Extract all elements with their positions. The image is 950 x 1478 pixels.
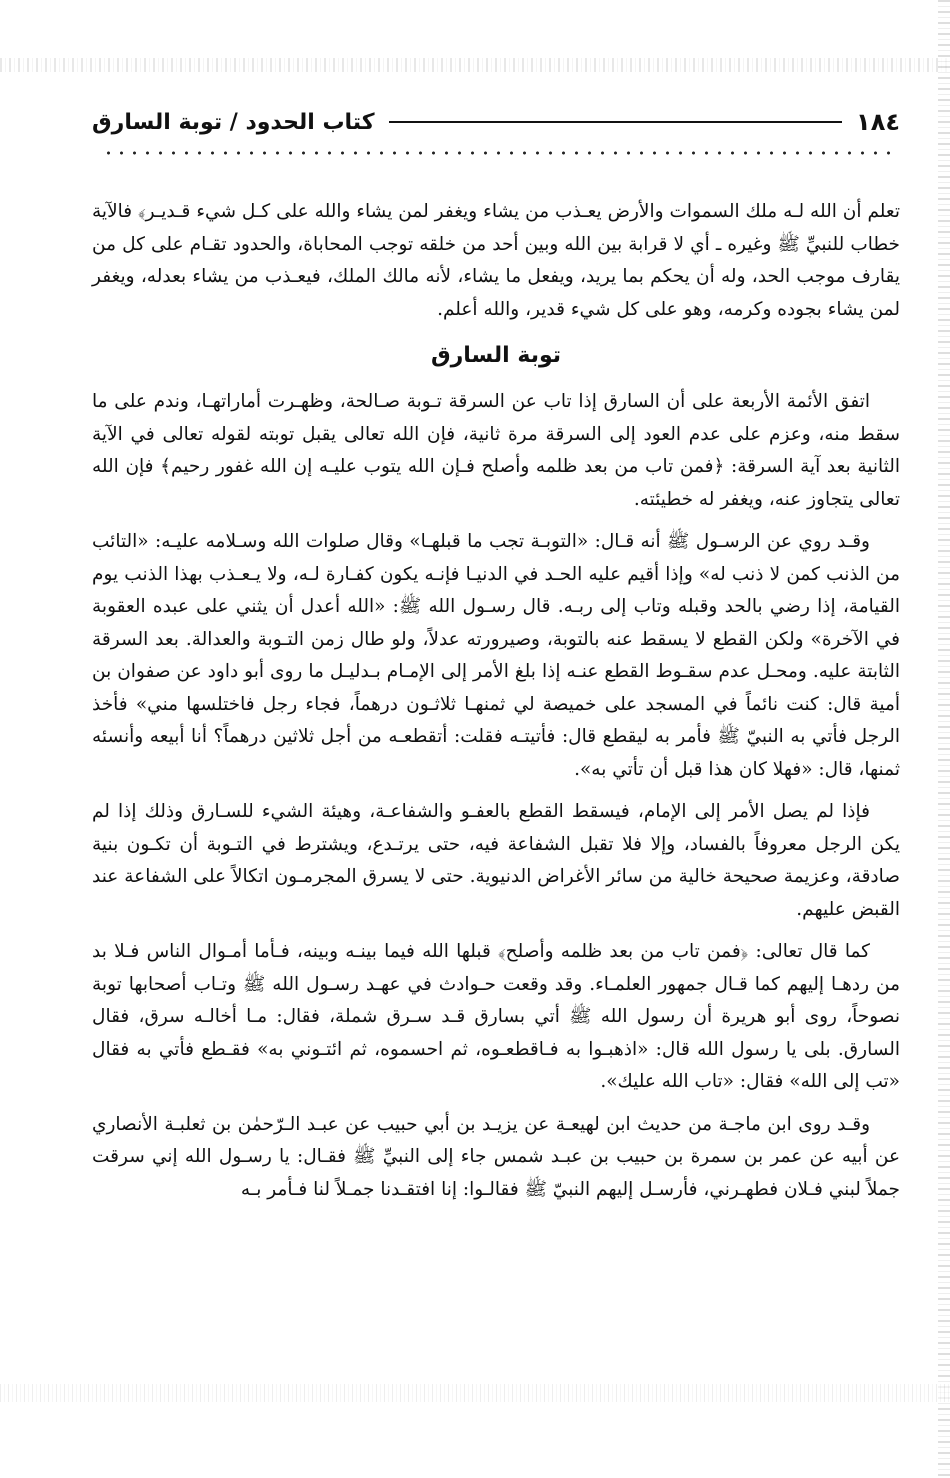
paragraph-2: اتفق الأئمة الأربعة على أن السارق إذا تاب عن السرقة تـوبة صـالحة، وظهـرت أماراتهـا، وندم على ما سقط منه، وعزم على عدم العود إلى السرقة مرة ثانية، فإن الله تعالى يقبل توبته لقوله تعالى في الآية الثانية بعد آية السرقة: ﴿فمن تاب من بعد ظلمه وأصلح فـإن الله يتوب عليـه إن الله غفور رحيم﴾ فإن الله تعالى يتجاوز عنه، ويغفر له خطيئته. (92, 391, 900, 510)
scan-noise-right-edge (938, 0, 950, 1478)
dotted-separator (102, 148, 898, 158)
scan-noise-top (0, 58, 950, 72)
paragraph-6: وقـد روى ابن ماجـة من حديث ابن لهيعـة عن يزيـد بن أبي حبيب عن عبـد الـرّحمٰن بن ثعلبـة الأنصاري عن أبيه عن عمر بن سمرة بن حبيب بن عبـد شمس جاء إلى النبيِّ ﷺ فقـال: يا رسـول الله إني سرقت جملاً لبني فـلان فطهـرني، فأرسـل إليهم النبيّ ﷺ فقالـوا: إنا افتقـدنا جمـلاً لنا فـأمر بـه (92, 1113, 900, 1200)
page-header (92, 100, 900, 144)
page-number: ١٨٤ (856, 108, 900, 136)
paragraph-1: تعلم أن الله لـه ملك السموات والأرض يعـذب من يشاء ويغفر لمن يشاء والله على كـل شيء قـديـر﴾ فالآية خطاب للنبيِّ ﷺ وغيره ـ أي لا قرابة بين الله وبين أحد من خلقه توجب المحاباة، والحدود تقـام على كل من يقارف موجب الحد، وله أن يحكم بما يريد، ويفعل ما يشاء، لأنه مالك الملك، فيعـذب من يشاء بعدله، ويغفر لمن يشاء بجوده وكرمه، وهو على كل شيء قدير، والله أعلم. (92, 201, 900, 320)
scan-noise-bottom (0, 1384, 950, 1402)
paragraph-4: فإذا لم يصل الأمر إلى الإمام، فيسقط القطع بالعفـو والشفاعـة، وهيئة الشيء للسـارق وذلك إذا لم يكن الرجل معروفاً بالفساد، وإلا فلا تقبل الشفاعة فيه، حتى يرتـدع، ويشترط في التـوبة أن تكـون بنية صادقة، وعزيمة صحيحة خالية من سائر الأغراض الدنيوية. حتى لا يسرق المجرمـون اتكالاً على الشفاعة عند القبض عليهم. (92, 801, 900, 920)
paragraph-5: كما قال تعالى: ﴿فمن تاب من بعد ظلمه وأصلح﴾ قبلها الله فيما بينـه وبينه، فـأما أمـوال الناس فـلا بد من ردهـا إليهم كما قـال جمهور العلمـاء. وقد وقعت حـوادث في عهـد رسـول الله ﷺ وتـاب أصحابها توبة نصوحاً، روى أبو هريرة أن رسول الله ﷺ أتي بسارق قـد سـرق شملة، فقال: مـا أخالـه سرق، فقال السارق. بلى يا رسول الله قال: «اذهبـوا به فـاقطعـوه، ثم احسموه، ثم ائتـوني به» فقـطع فأتي به فقال «تب إلى الله» فقال: «تاب الله عليك». (92, 941, 900, 1092)
page-body (92, 196, 900, 1216)
header-rule (389, 121, 842, 123)
paragraph-3: وقـد روي عن الرسـول ﷺ أنه قـال: «التوبـة تجب ما قبلهـا» وقال صلوات الله وسـلامه عليـه: «التائب من الذنب كمن لا ذنب له» وإذا أقيم عليه الحـد في الدنيـا فإنـه يكون كفـارة لـه، ولا يـعـذب بهذا الذنب يوم القيامة، إذا رضي بالحد وقبله وتاب إلى ربـه. قال رسـول الله ﷺ: «الله أعدل أن يثني على عبده العقوبة في الآخرة» ولكن القطع لا يسقط عنه بالتوبة، وصيرورته عدلاً، ولو طال زمن التـوبة والعدالة. بعد السرقة الثابتة عليه. ومحـل عدم سقـوط القطع عنـه إذا بلغ الأمر إلى الإمـام بـدليـل ما روى أبو داود عن صفوان بن أمية قال: كنت نائماً في المسجد على خميصة لي ثمنهـا ثلاثـون درهماً، فجاء رجل فاختلسها مني» فأخذ الرجل فأتي به النبيّ ﷺ فأمر به ليقطع قال: فأتيتـه فقلت: أتقطعـه من أجل ثلاثين درهماً؟ أنا أبيعه وأنسئه ثمنها، قال: «فهلا كان هذا قبل أن تأتي به». (92, 531, 900, 780)
running-title: كتاب الحدود / توبة السارق (92, 109, 375, 135)
section-title: توبة السارق (430, 343, 562, 368)
